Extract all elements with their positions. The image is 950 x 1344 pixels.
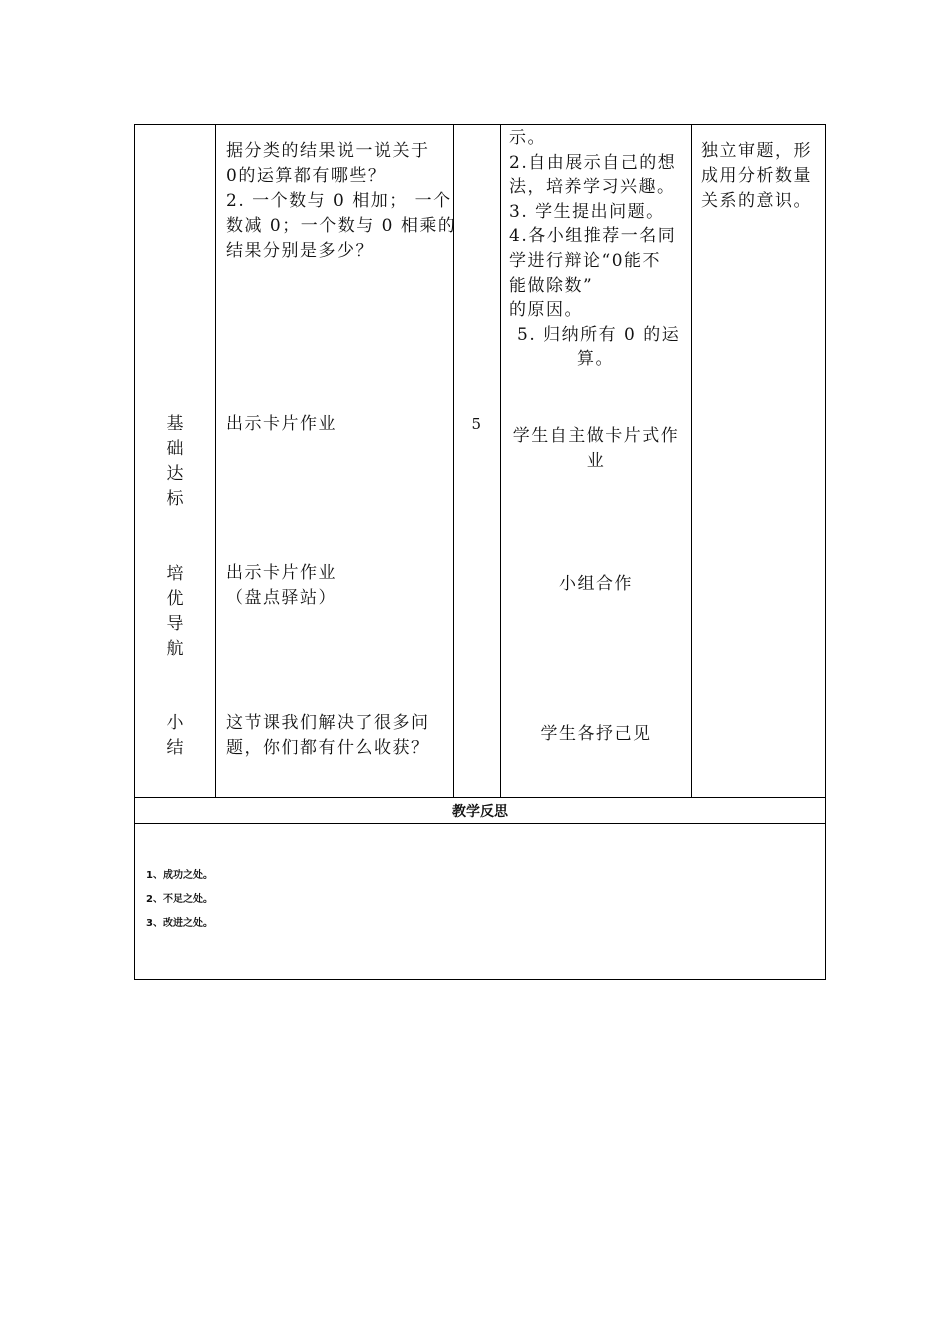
time-value: 5 (471, 415, 483, 433)
student-text-block-2: 学生自主做卡片式作 业 (512, 426, 680, 471)
teacher-text-block-1: 据分类的结果说一说关于 0的运算都有哪些？ 2. 一个数与 0 相加； 一个 数减 0；一个数与 0 相乘的 结果分别是多少？ (226, 141, 457, 261)
student-text-block-3: 小组合作 (559, 574, 633, 594)
reflection-title: 教学反思 (452, 804, 508, 820)
stage-jichu-label: 基 础 达 标 (166, 414, 184, 509)
reflection-item: 1、成功之处。 (146, 870, 213, 881)
table-top-border (134, 124, 826, 125)
stage-xiaojie-label: 小 结 (166, 713, 184, 758)
student-text-block-1: 示。 2.自由展示自己的想 法，培养学习兴趣。 3. 学生提出问题。 4.各小组推荐一名同 学进行辩论“0能不 能做除数” 的原因。 5. 归纳所有 0 的运 算。 (509, 128, 681, 370)
teacher-text-block-3: 出示卡片作业 （盘点驿站） (226, 563, 337, 608)
student-text-block-4: 学生各抒己见 (540, 724, 652, 744)
teacher-text-block-2: 出示卡片作业 (226, 414, 337, 434)
reflection-item: 2、不足之处。 (146, 894, 213, 905)
table-left-border (134, 124, 135, 980)
col-divider-1 (215, 124, 216, 798)
reflection-item: 3、改进之处。 (146, 918, 213, 929)
col-divider-4 (691, 124, 692, 798)
table-right-border (825, 124, 826, 980)
intent-text-block-1: 独立审题，形 成用分析数量 关系的意识。 (701, 141, 812, 211)
reflection-top-border (134, 797, 826, 798)
teacher-text-block-4: 这节课我们解决了很多问 题，你们都有什么收获？ (226, 713, 430, 758)
table-bottom-border (134, 979, 826, 980)
stage-peiyou-label: 培 优 导 航 (166, 564, 184, 659)
reflection-list (146, 864, 213, 936)
reflection-title-border (134, 823, 826, 824)
